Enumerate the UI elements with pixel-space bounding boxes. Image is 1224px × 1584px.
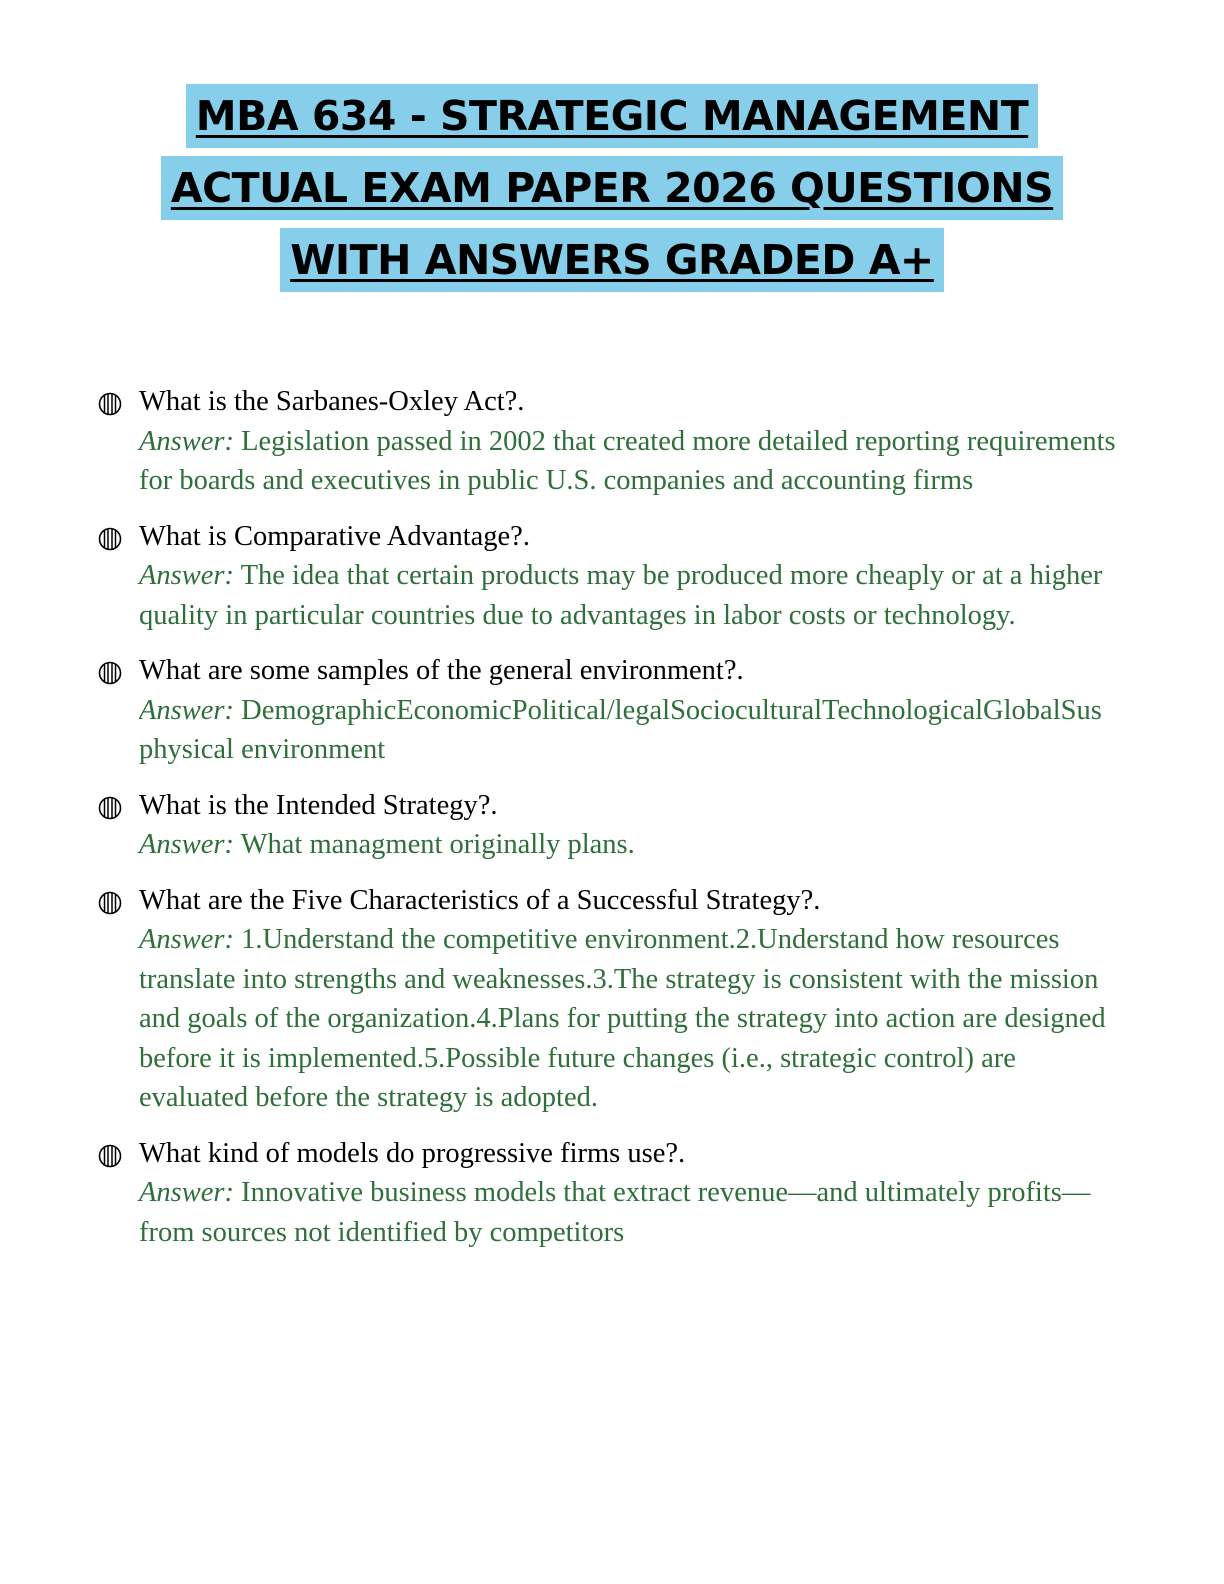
answer-label: Answer: — [139, 924, 234, 955]
striped-circle-bullet-icon — [98, 527, 122, 551]
answer-body: Legislation passed in 2002 that created more detailed reporting requirements for boards and executives in public U.S. companies and accounting firms — [139, 425, 1116, 496]
answer-text-continued: physical environment — [139, 734, 386, 765]
answer-label: Answer: — [139, 694, 234, 726]
question-text: What is the Sarbanes-Oxley Act?. — [139, 386, 525, 417]
title-line-1 — [0, 84, 1224, 148]
answer-label: Answer: — [139, 829, 234, 860]
qa-item — [98, 786, 1224, 865]
answer-text — [139, 691, 1224, 731]
answer-body: 1.Understand the competitive environment.2.Understand how resources translate into strengths and weaknesses.3.The strategy is consistent with the mission and goals of the organization.4.Plans for putting the strategy into action are designed before it is implemented.5.Possible future changes (i.e., strategic control) are evaluated before the strategy is adopted. — [139, 924, 1106, 1113]
title-line-3 — [0, 228, 1224, 292]
title-line-2 — [0, 156, 1224, 220]
qa-item — [98, 1134, 1224, 1253]
answer-label: Answer: — [139, 1177, 234, 1208]
answer-body: What managment originally plans. — [240, 829, 635, 860]
document-title — [0, 84, 1224, 300]
question-answer-list — [98, 382, 1224, 1268]
striped-circle-bullet-icon — [98, 392, 122, 416]
striped-circle-bullet-icon — [98, 661, 122, 685]
qa-item — [98, 881, 1224, 1118]
answer-label: Answer: — [139, 560, 234, 591]
answer-body: Innovative business models that extract revenue—and ultimately profits—from sources not identified by competitors — [139, 1177, 1091, 1248]
answer-text — [139, 825, 1224, 865]
answer-text — [139, 920, 1224, 1118]
answer-text — [139, 422, 1224, 501]
answer-text — [139, 556, 1224, 635]
answer-label: Answer: — [139, 425, 234, 457]
qa-item — [98, 651, 1224, 770]
striped-circle-bullet-icon — [98, 891, 122, 915]
title-text-2: ACTUAL EXAM PAPER 2026 QUESTIONS — [161, 156, 1063, 220]
qa-item — [98, 517, 1224, 636]
answer-text — [139, 1173, 1224, 1252]
question-text: What are the Five Characteristics of a Successful Strategy?. — [139, 884, 821, 916]
question-text: What is the Intended Strategy?. — [139, 789, 498, 821]
question-text: What kind of models do progressive firms use?. — [139, 1137, 686, 1169]
question-text: What is Comparative Advantage?. — [139, 520, 530, 552]
title-text-1: MBA 634 - STRATEGIC MANAGEMENT — [186, 84, 1038, 148]
striped-circle-bullet-icon — [98, 1144, 122, 1168]
striped-circle-bullet-icon — [98, 796, 122, 820]
answer-body-line-1: DemographicEconomicPolitical/legalSocioculturalTechnologicalGlobalSus — [241, 694, 1102, 726]
question-text: What are some samples of the general environment?. — [139, 655, 744, 686]
qa-item — [98, 382, 1224, 501]
title-text-3: WITH ANSWERS GRADED A+ — [280, 228, 944, 292]
answer-body: The idea that certain products may be produced more cheaply or at a higher quality in particular countries due to advantages in labor costs or technology. — [139, 560, 1103, 631]
